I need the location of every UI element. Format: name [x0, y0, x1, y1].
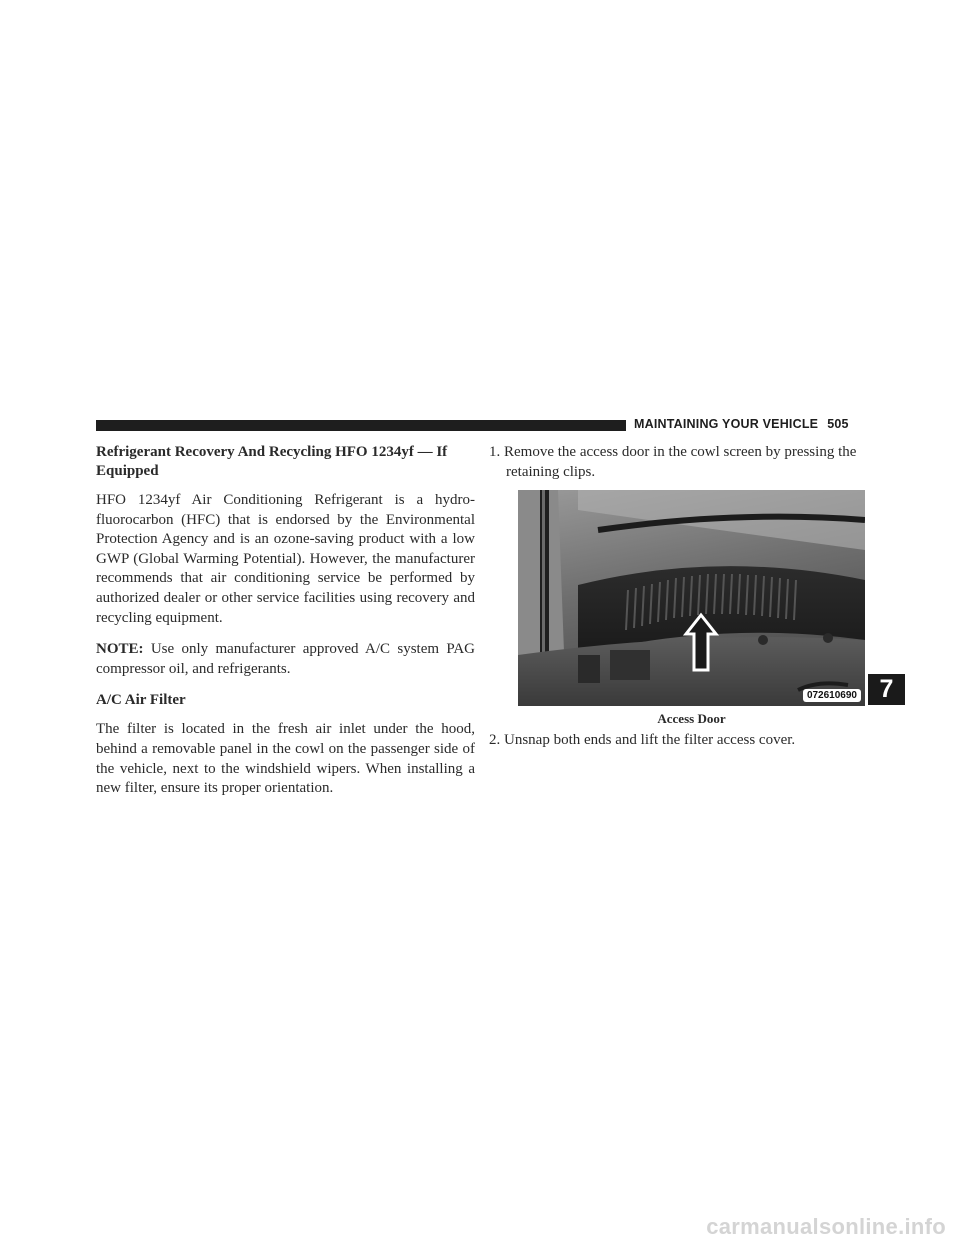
- note-label: NOTE:: [96, 641, 144, 658]
- refrigerant-section-title: Refrigerant Recovery And Recycling HFO 1234yf — If Equipped: [96, 444, 448, 479]
- note-paragraph: [96, 640, 475, 679]
- header-rule: [96, 420, 626, 431]
- access-door-photo: [518, 490, 865, 706]
- air-filter-paragraph: The filter is located in the fresh air inlet under the hood, behind a removable panel in the cowl on the passenger side of the vehicle, next to the windshield wipers. When installing a new filter, ensure its proper orientation.: [96, 721, 475, 797]
- left-column: [96, 443, 475, 811]
- refrigerant-paragraph: HFO 1234yf Air Conditioning Refrigerant is a hydrofluorocarbon (HFC) that is endorsed by the Environmental Protection Agency and is an ozone-saving product with a low GWP (Global Warming Potential). However, the manufacturer recommends that air conditioning service be performed by authorized dealer or other service facilities using recovery and recycling equipment.: [96, 492, 475, 626]
- page-number: 505: [827, 417, 849, 431]
- chapter-tab: 7: [868, 674, 905, 705]
- header-section-title: MAINTAINING YOUR VEHICLE: [634, 417, 819, 431]
- air-filter-section-title: A/C Air Filter: [96, 692, 186, 709]
- step-2: 2. Unsnap both ends and lift the filter access cover.: [489, 732, 796, 749]
- figure-caption: Access Door: [657, 711, 726, 727]
- figure-code-label: 072610690: [803, 689, 861, 702]
- right-column: [489, 443, 865, 751]
- running-header: [634, 417, 864, 431]
- watermark: carmanualsonline.info: [706, 1214, 946, 1239]
- cowl-screen-illustration: [518, 490, 865, 706]
- step-1: 1. Remove the access door in the cowl screen by pressing the retaining clips.: [489, 444, 857, 480]
- note-text: Use only manufacturer approved A/C system PAG compressor oil, and refrigerants.: [96, 641, 475, 677]
